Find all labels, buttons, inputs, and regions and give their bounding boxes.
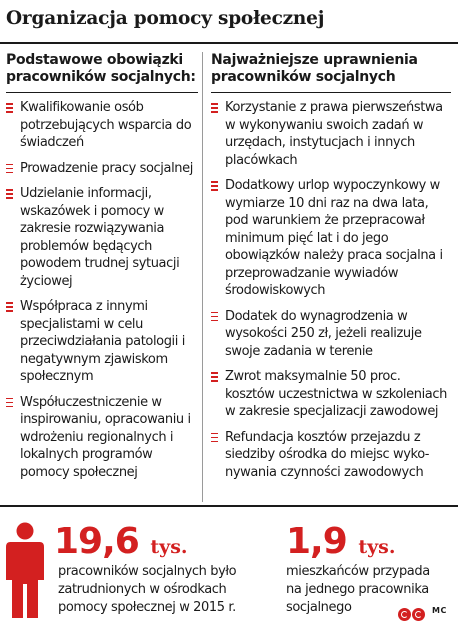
triple-dash-bullet-icon (211, 180, 219, 192)
triple-dash-bullet-icon (211, 102, 219, 114)
stat-number: 19,6 (54, 521, 139, 562)
list-item (211, 368, 451, 421)
page-title: Organizacja pomocy społecznej (6, 8, 325, 29)
person-icon (6, 522, 44, 618)
stat-text-line: zatrudnionych w ośrodkach (58, 582, 227, 597)
duties-heading (6, 52, 198, 86)
rights-list (211, 99, 451, 481)
duties-list (6, 99, 198, 481)
list-item (211, 177, 451, 300)
list-item-text: Współuczestniczenie w inspirowaniu, opracowaniu i wdrożeniu regionalnych i lokalnych programów pomocy społecznej (20, 394, 191, 480)
rights-heading-rule (211, 92, 451, 93)
duties-heading-line: pracowników socjalnych: (6, 69, 196, 85)
stat-unit: tys. (358, 536, 396, 558)
stat-description-workers (58, 563, 236, 617)
list-item-text: Współpraca z innymi specjalistami w celu przeciwdziałania patologii i negatywnym zjawiskom społecznym (20, 299, 185, 384)
creative-commons-icon (412, 608, 425, 621)
stat-value-residents (286, 522, 395, 567)
list-item (6, 394, 198, 482)
triple-dash-bullet-icon (211, 371, 219, 383)
list-item (211, 99, 451, 169)
stat-value-workers (54, 522, 188, 567)
list-item-text: Dodatkowy urlop wypoczynkowy w wymiarze 10 dni raz na dwa lata, pod warunkiem że przepracował minimum pięć lat i do jego obowiązków należy praca socjalna i przeprowadzanie wywiadów środowiskowych (225, 178, 443, 298)
stat-number: 1,9 (286, 521, 347, 562)
stat-text-line: pracowników socjalnych było (58, 564, 237, 579)
triple-dash-bullet-icon (6, 397, 14, 409)
list-item (211, 429, 451, 482)
stats-divider (0, 505, 458, 507)
list-item (6, 99, 198, 152)
list-item-text: Udzielanie informacji, wskazówek i pomocy w zakresie rozwiązywania problemów będących powodem trudnej sytuacji życiowej (20, 186, 180, 289)
stat-text-line: socjalnego (286, 600, 352, 615)
duties-column (6, 52, 198, 489)
list-item-text: Korzystanie z prawa pierwszeństwa w wykonywaniu swoich zadań w urzędach, instytucjach i innych placówkach (225, 100, 443, 168)
stat-text-line: na jednego pracownika (286, 582, 429, 597)
column-divider (202, 52, 203, 502)
stat-text-line: mieszkańców przypada (286, 564, 430, 579)
triple-dash-bullet-icon (6, 102, 14, 114)
list-item-text: Prowadzenie pracy socjalnej (20, 160, 193, 176)
list-item-text: Refundacja kosztów przejazdu z siedziby ośrodka do miejsc wykonywania czynności zawodowych (225, 429, 430, 480)
triple-dash-bullet-icon (6, 301, 14, 313)
list-item-text: Kwalifikowanie osób potrzebujących wsparcia do świadczeń (20, 100, 192, 150)
rights-heading (211, 52, 451, 86)
creative-commons-icon (398, 608, 411, 621)
list-item (6, 185, 198, 290)
author-credit: MC (432, 606, 447, 615)
duties-heading-rule (6, 92, 198, 93)
license-marks (398, 604, 426, 618)
rights-heading-line: Najważniejsze uprawnienia (211, 52, 418, 68)
title-divider (0, 42, 458, 44)
list-item (6, 160, 198, 178)
triple-dash-bullet-icon (211, 432, 219, 444)
rights-column (211, 52, 451, 489)
duties-heading-line: Podstawowe obowiązki (6, 52, 183, 68)
triple-dash-bullet-icon (211, 311, 219, 323)
list-item (211, 308, 451, 361)
rights-heading-line: pracowników socjalnych (211, 69, 396, 85)
list-item (6, 298, 198, 386)
stat-unit: tys. (150, 536, 188, 558)
triple-dash-bullet-icon (6, 163, 14, 175)
triple-dash-bullet-icon (6, 188, 14, 200)
stat-text-line: pomocy społecznej w 2015 r. (58, 600, 236, 615)
list-item-text: Zwrot maksymalnie 50 proc. kosztów uczestnictwa w szkoleniach w zakresie specjalizacji zawodowej (225, 369, 447, 419)
list-item-text: Dodatek do wynagrodzenia w wysokości 250 zł, jeżeli realizuje swoje zadania w terenie (225, 308, 422, 359)
